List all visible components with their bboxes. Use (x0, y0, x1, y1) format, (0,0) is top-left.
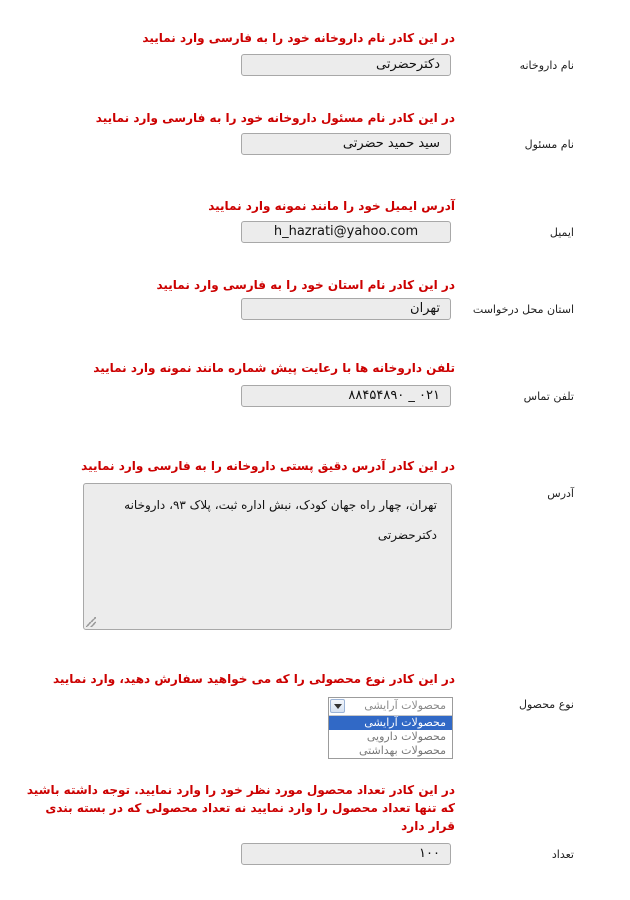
product-type-selected[interactable] (329, 698, 452, 716)
phone-input[interactable]: ۰۲۱ _ ۸۸۴۵۴۸۹۰ (241, 385, 451, 407)
product-option-cosmetic[interactable]: محصولات آرایشی (329, 716, 452, 730)
pharmacy-name-hint: در این کادر نام داروخانه خود را به فارسی وارد نمایید (142, 31, 455, 45)
phone-hint: تلفن داروخانه ها با رعایت پیش شماره مانند نمونه وارد نمایید (93, 361, 455, 375)
phone-label: تلفن تماس (523, 390, 574, 403)
province-input[interactable]: تهران (241, 298, 451, 320)
email-input[interactable]: h_hazrati@yahoo.com (241, 221, 451, 243)
quantity-input[interactable]: ۱۰۰ (241, 843, 451, 865)
province-hint: در این کادر نام استان خود را به فارسی وارد نمایید (156, 278, 455, 292)
address-label: آدرس (547, 487, 574, 500)
email-label: ایمیل (549, 226, 574, 239)
address-hint: در این کادر آدرس دقیق پستی داروخانه را به فارسی وارد نمایید (81, 459, 455, 473)
product-type-label: نوع محصول (518, 698, 574, 711)
manager-name-input[interactable]: سید حمید حضرتی (241, 133, 451, 155)
address-textarea[interactable] (83, 483, 452, 630)
pharmacy-name-label: نام داروخانه (519, 59, 574, 72)
resize-grip-icon[interactable] (86, 617, 96, 627)
manager-name-label: نام مسئول (524, 138, 574, 151)
email-hint: آدرس ایمیل خود را مانند نمونه وارد نمایید (208, 199, 455, 213)
manager-name-hint: در این کادر نام مسئول داروخانه خود را به فارسی وارد نمایید (95, 111, 455, 125)
province-label: استان محل درخواست (472, 303, 574, 316)
product-option-pharmaceutical[interactable]: محصولات دارویی (366, 730, 446, 743)
product-type-hint: در این کادر نوع محصولی را که می خواهید سفارش دهید، وارد نمایید (52, 672, 455, 686)
quantity-hint: در این کادر تعداد محصول مورد نظر خود را وارد نمایید. توجه داشته باشید که تنها تعداد محصول را وارد نمایید نه تعداد محصولی که در بسته بندی قرار دارد (26, 783, 455, 833)
address-line-1: تهران، چهار راه جهان کودک، نبش اداره ثبت، پلاک ۹۳، داروخانه (124, 498, 437, 512)
quantity-label: تعداد (551, 848, 574, 861)
pharmacy-name-input[interactable]: دکترحضرتی (241, 54, 451, 76)
product-option-hygiene[interactable]: محصولات بهداشتی (358, 744, 446, 757)
chevron-down-icon[interactable] (330, 699, 345, 713)
product-type-select[interactable] (328, 697, 453, 759)
address-line-2: دکترحضرتی (377, 528, 437, 542)
product-type-selected-value: محصولات آرایشی (364, 699, 446, 712)
